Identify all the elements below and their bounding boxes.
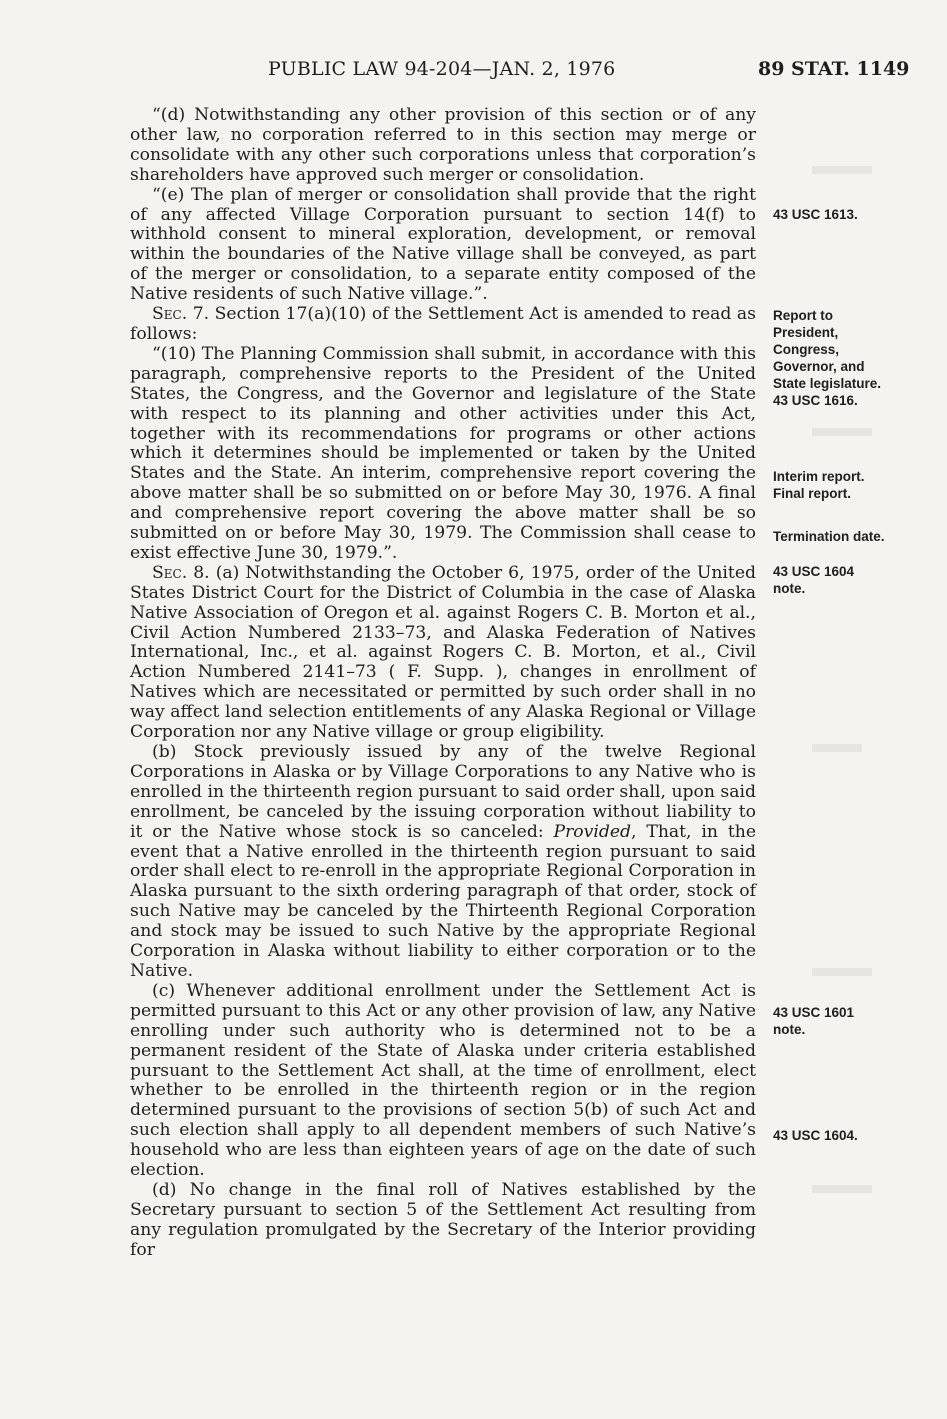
section-8d: (d) No change in the final roll of Natives established by the Secretary pursuant to section 5 of the Settlement Act resulting from any regulation promulgated by the Secretary of the Interior providing for xyxy=(130,1179,756,1260)
section-text: , That, in the event that a Native enrolled in the thirteenth region pursuant to said order shall elect to re-enroll in the appropriate Regional Corporation in Alaska pursuant to the sixth ordering paragraph of that order, stock of such Native may be canceled by the Thirteenth Regional Corporation and stock may be issued to such Native by the appropriate Regional Corporation in Alaska without liability to either corporation or to the Native. xyxy=(130,821,756,981)
page-header xyxy=(0,58,947,88)
bleed-through-mark xyxy=(812,1185,872,1205)
paragraph-d-merger: “(d) Notwithstanding any other provision of this section or of any other law, no corporation referred to in this section may merge or consolidate with any other such corporations unless that corporation’s shareholders have approved such merger or consolidation. xyxy=(130,105,756,185)
bleed-through-mark xyxy=(812,968,872,988)
bleed-through-mark xyxy=(812,428,872,448)
running-title: PUBLIC LAW 94-204—JAN. 2, 1976 xyxy=(268,58,616,80)
stat-page-number: 89 STAT. 1149 xyxy=(758,58,910,80)
section-8a xyxy=(130,564,756,743)
margin-note-usc-1613: 43 USC 1613. xyxy=(773,207,858,222)
bleed-through-mark xyxy=(812,166,872,186)
paragraph-10-planning-commission: “(10) The Planning Commission shall submit, in accordance with this paragraph, comprehensive reports to the President of the United States, the Congress, and the Governor and legislature of the State with respect to its planning and other activities under this Act, together with its recommendations for programs or other actions which it determines should be implemented or taken by the United States and the State. An interim, comprehensive report covering the above matter shall be so submitted on or before May 30, 1976. A final and comprehensive report covering the above matter shall be so submitted on or before May 30, 1979. The Commission shall cease to exist effective June 30, 1979.”. xyxy=(130,343,756,563)
section-7 xyxy=(130,305,756,345)
section-text: (b) Stock previously issued by any of the twelve Regional Corporations in Alaska or by Village Corporations to any Native who is enrolled in the thirteenth region pursuant to said order shall, upon said enrollment, be canceled by the issuing corporation without liability to it or the Native whose stock is so canceled: xyxy=(130,742,756,842)
margin-note-report: Report to President, Congress, Governor, and State legislature. 43 USC 1616. xyxy=(773,308,882,408)
proviso-word: Provided xyxy=(553,821,632,842)
section-8c: (c) Whenever additional enrollment under the Settlement Act is permitted pursuant to this Act or any other provision of law, any Native enrolling under such authority who is determined not to be a permanent resident of the State of Alaska under criteria established pursuant to the Settlement Act shall, at the time of enrollment, elect whether to be enrolled in the thirteenth region or in the region determined pursuant to the provisions of section 5(b) of such Act and such election shall apply to all dependent members of such Native’s household who are less than eighteen years of age on the date of such election. xyxy=(130,980,756,1181)
margin-note-interim-final: Interim report. Final report. xyxy=(773,469,865,501)
margin-note-usc-1604: 43 USC 1604. xyxy=(773,1128,858,1143)
section-text: (a) Notwithstanding the October 6, 1975, order of the United States District Court for the District of Columbia in the case of Alaska Native Association of Oregon et al. against Rogers C. B. Morton et al., Civil Action Numbered 2133–73, and Alaska Federation of Natives International, Inc., et al. against Rogers C. B. Morton, et al., Civil Action Numbered 2141–73 ( F. Supp. ), changes in enrollment of Natives which are necessitated or permitted by such order shall in no way affect land selection entitlements of any Alaska Regional or Village Corporation nor any Native village or group eligibility. xyxy=(130,562,756,743)
section-8b xyxy=(130,743,756,982)
section-text: Section 17(a)(10) of the Settlement Act is amended to read as follows: xyxy=(130,304,756,344)
paragraph-e-plan: “(e) The plan of merger or consolidation shall provide that the right of any affected Village Corporation pursuant to section 14(f) to withhold consent to mineral exploration, development, or removal within the boundaries of the Native village shall be conveyed, as part of the merger or consolidation, to a separate entity composed of the Native residents of such Native village.”. xyxy=(130,184,756,305)
margin-note-usc-1601-note: 43 USC 1601 note. xyxy=(773,1005,855,1037)
margin-note-termination: Termination date. xyxy=(773,529,885,544)
bleed-through-mark xyxy=(812,744,862,764)
margin-note-usc-1604-note: 43 USC 1604 note. xyxy=(773,564,855,596)
section-label: Sec. 7. xyxy=(152,304,210,325)
statute-body xyxy=(130,106,756,1261)
section-label: Sec. 8. xyxy=(152,562,210,583)
